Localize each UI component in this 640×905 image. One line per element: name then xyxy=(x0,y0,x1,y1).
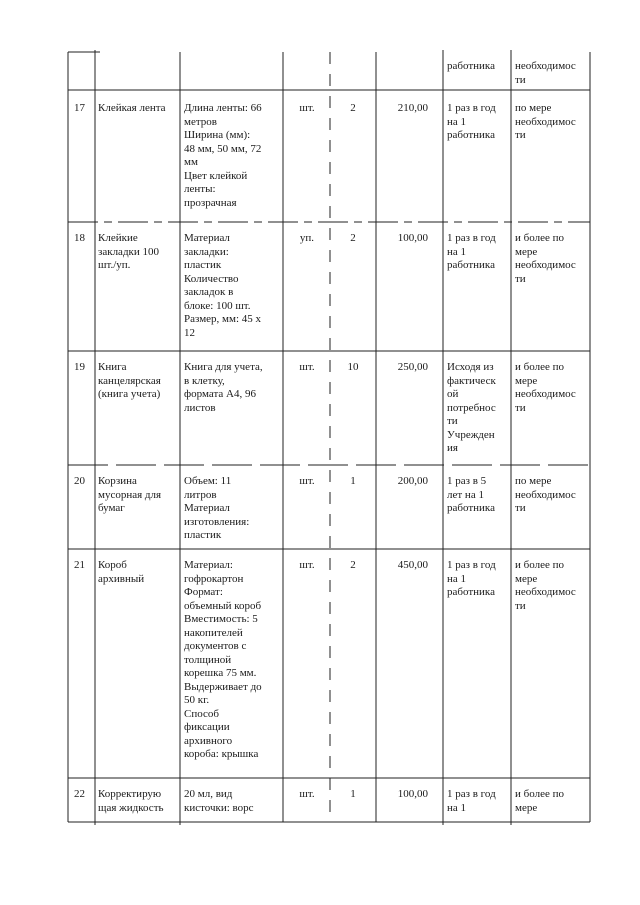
item-spec: Объем: 11 литров Материал изготовления: пластик xyxy=(184,475,250,541)
row-number: 17 xyxy=(74,102,85,114)
item-note: и более по мере xyxy=(515,788,564,814)
item-name: Корзина мусорная для бумаг xyxy=(98,475,162,514)
item-qty: 2 xyxy=(350,232,356,244)
prev-row-freq: работника xyxy=(447,60,495,72)
item-qty: 2 xyxy=(350,559,356,571)
item-unit: шт. xyxy=(299,559,315,571)
item-spec: Материал закладки: пластик Количество закладок в блоке: 100 шт. Размер, мм: 45 х 12 xyxy=(184,232,262,339)
item-qty: 1 xyxy=(350,475,356,487)
row-number: 19 xyxy=(74,361,85,373)
item-qty: 10 xyxy=(347,361,359,373)
item-unit: шт. xyxy=(299,361,315,373)
item-spec: 20 мл, вид кисточки: ворс xyxy=(184,788,254,814)
row-number: 21 xyxy=(74,559,85,571)
item-price: 100,00 xyxy=(397,232,428,244)
item-name: Клейкая лента xyxy=(98,102,166,114)
item-frequency: 1 раз в год на 1 работника xyxy=(447,232,496,271)
item-note: по мере необходимос ти xyxy=(515,102,576,141)
item-price: 250,00 xyxy=(397,361,428,373)
item-unit: шт. xyxy=(299,788,315,800)
row-number: 18 xyxy=(74,232,85,244)
row-number: 20 xyxy=(74,475,85,487)
item-note: и более по мере необходимос ти xyxy=(515,232,576,285)
item-frequency: 1 раз в год на 1 работника xyxy=(447,559,496,598)
item-unit: шт. xyxy=(299,102,315,114)
item-frequency: 1 раз в 5 лет на 1 работника xyxy=(447,475,495,514)
item-name: Клейкие закладки 100 шт./уп. xyxy=(98,232,160,271)
item-spec: Длина ленты: 66 метров Ширина (мм): 48 мм, 50 мм, 72 мм Цвет клейкой ленты: прозрачная xyxy=(184,102,262,209)
item-frequency: 1 раз в год на 1 xyxy=(447,788,496,814)
item-frequency: Исходя из фактическ ой потребнос ти Учрежден ия xyxy=(447,361,496,454)
item-price: 200,00 xyxy=(397,475,428,487)
item-note: по мере необходимос ти xyxy=(515,475,576,514)
item-qty: 2 xyxy=(350,102,356,114)
item-qty: 1 xyxy=(350,788,356,800)
item-name: Корректирую щая жидкость xyxy=(98,788,164,814)
prev-row-note: необходимос ти xyxy=(515,60,576,86)
item-price: 100,00 xyxy=(397,788,428,800)
item-name: Книга канцелярская (книга учета) xyxy=(98,361,161,400)
item-spec: Книга для учета, в клетку, формата А4, 96 листов xyxy=(184,361,263,414)
item-frequency: 1 раз в год на 1 работника xyxy=(447,102,496,141)
item-note: и более по мере необходимос ти xyxy=(515,361,576,414)
item-note: и более по мере необходимос ти xyxy=(515,559,576,612)
item-name: Короб архивный xyxy=(98,559,145,585)
item-unit: уп. xyxy=(299,232,315,244)
item-price: 450,00 xyxy=(397,559,428,571)
row-number: 22 xyxy=(74,788,85,800)
item-unit: шт. xyxy=(299,475,315,487)
item-spec: Материал: гофрокартон Формат: объемный короб Вместимость: 5 накопителей документов с толщиной корешка 75 мм. Выдерживает до 50 кг. Способ фиксации архивного короба: крышка xyxy=(184,559,262,760)
item-price: 210,00 xyxy=(397,102,428,114)
